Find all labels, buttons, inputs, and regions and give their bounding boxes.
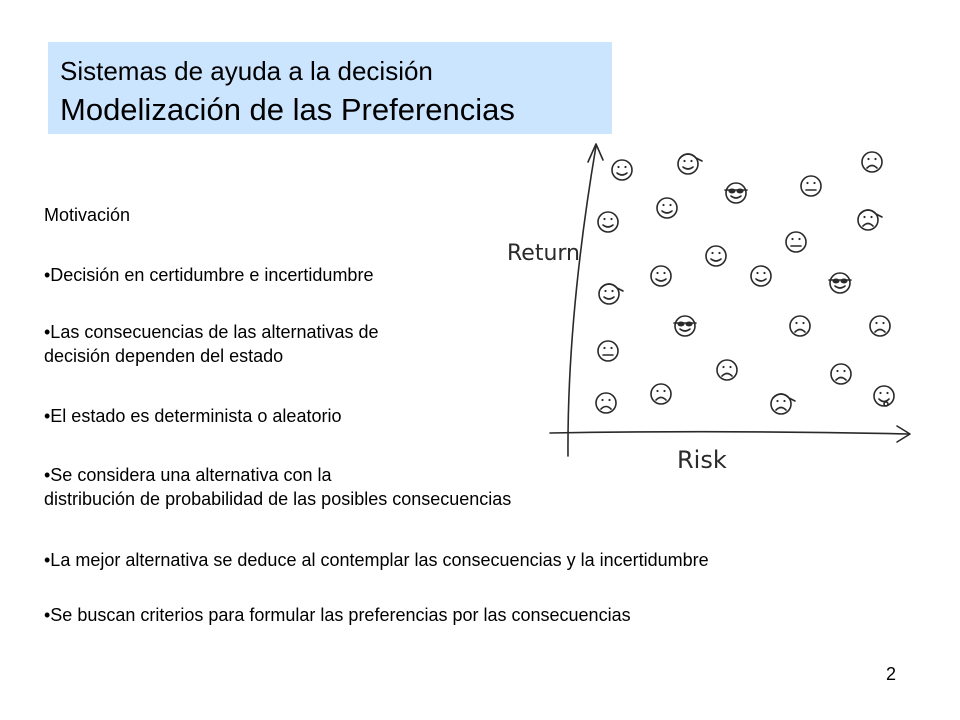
bullet-item-continuation: distribución de probabilidad de las posibles consecuencias	[44, 489, 512, 509]
face-cool-icon	[674, 316, 696, 336]
slide-title: Sistemas de ayuda a la decisión	[60, 56, 433, 86]
face-happy-icon	[598, 212, 618, 232]
bullet-item: •Decisión en certidumbre e incertidumbre	[44, 265, 374, 285]
page-number: 2	[886, 664, 897, 684]
bullet-item-continuation: decisión dependen del estado	[44, 346, 284, 366]
bullet-item: •La mejor alternativa se deduce al contemplar las consecuencias y la incertidumbre	[44, 550, 709, 570]
face-neutral-icon	[786, 232, 806, 252]
faces-group	[596, 152, 894, 414]
y-axis	[568, 146, 596, 456]
face-cool-icon	[829, 273, 851, 293]
face-happy-hat-icon	[599, 284, 623, 304]
face-sad-icon	[790, 316, 810, 336]
title-box	[48, 42, 612, 134]
slide-subtitle: Modelización de las Preferencias	[60, 92, 515, 127]
face-silly-icon	[874, 386, 894, 406]
y-axis-label: Return	[507, 241, 581, 266]
face-sad-icon	[717, 360, 737, 380]
face-sad-icon	[831, 364, 851, 384]
face-sad-icon	[596, 393, 616, 413]
face-happy-hat-icon	[678, 154, 702, 174]
risk-return-sketch	[495, 138, 925, 483]
face-happy-icon	[651, 266, 671, 286]
face-neutral-icon	[801, 176, 821, 196]
bullet-item: •Se buscan criterios para formular las preferencias por las consecuencias	[44, 605, 631, 625]
face-happy-icon	[612, 160, 632, 180]
bullet-item: •El estado es determinista o aleatorio	[44, 406, 342, 426]
bullet-item: •Se considera una alternativa con la	[44, 465, 332, 485]
face-sad-icon	[870, 316, 890, 336]
section-heading: Motivación	[44, 205, 131, 225]
face-happy-icon	[751, 266, 771, 286]
x-axis-label: Risk	[677, 446, 727, 474]
face-happy-icon	[657, 198, 677, 218]
face-sad-icon	[862, 152, 882, 172]
face-sad-hat-icon	[858, 210, 882, 230]
face-neutral-icon	[598, 341, 618, 361]
face-happy-icon	[706, 246, 726, 266]
face-sad-icon	[651, 384, 671, 404]
face-cool-icon	[725, 183, 747, 203]
x-axis	[550, 432, 909, 434]
bullet-item: •Las consecuencias de las alternativas de	[44, 322, 379, 342]
face-sad-hat-icon	[771, 394, 795, 414]
